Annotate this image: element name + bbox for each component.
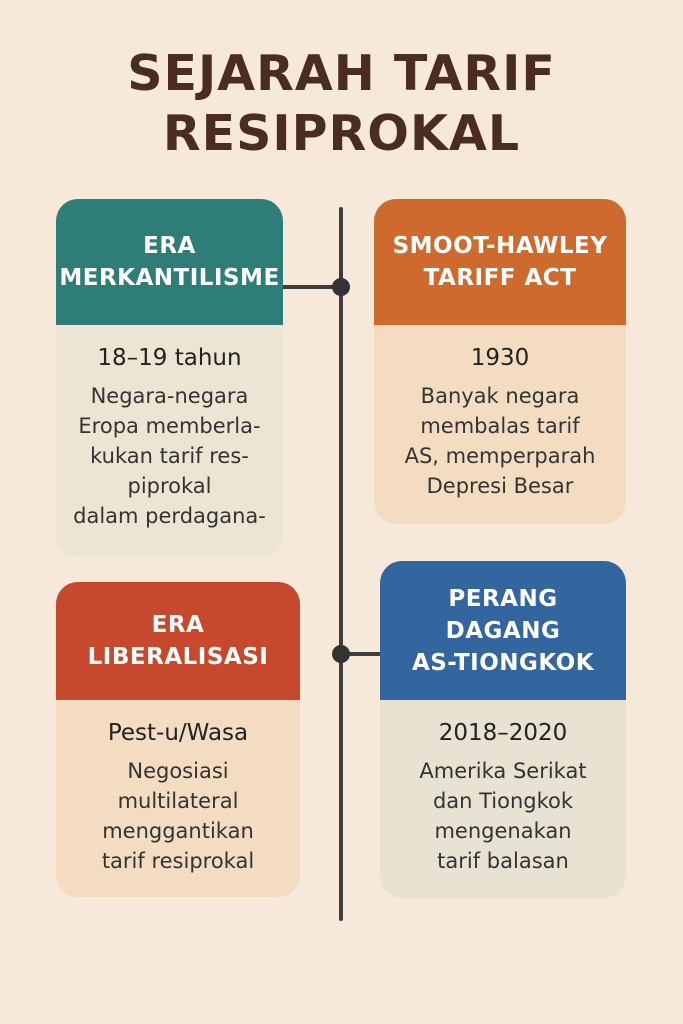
event-card-liberalisasi: [56, 582, 300, 897]
timeline-axis: [339, 207, 343, 921]
event-card-title-line: ERA: [151, 612, 205, 638]
event-description-line: Eropa memberla-: [78, 414, 261, 438]
event-description: [380, 756, 626, 876]
event-date: 2018–2020: [438, 720, 568, 746]
event-card-title-line: AS-TIONGKOK: [411, 649, 595, 676]
title-line-2: RESIPROKAL: [162, 105, 521, 162]
event-date: 18–19 tahun: [97, 345, 242, 371]
event-description-line: mengenakan: [434, 819, 572, 843]
event-description-line: tarif resiprokal: [101, 849, 255, 873]
event-description: [374, 381, 626, 501]
event-description-line: piprokal: [127, 474, 212, 498]
event-description-line: membalas tarif: [420, 414, 580, 438]
event-card-header: [56, 199, 283, 325]
event-card-smoot-hawley: [374, 199, 626, 524]
event-card-header: [56, 582, 300, 700]
event-description-line: multilateral: [117, 789, 239, 813]
event-card-title-line: DAGANG: [445, 617, 561, 644]
event-card-header: [374, 199, 626, 325]
event-description-line: Negosiasi: [127, 759, 229, 783]
event-card-title-line: PERANG: [448, 585, 558, 612]
event-description-line: Banyak negara: [420, 384, 580, 408]
event-description-line: Amerika Serikat: [419, 759, 587, 783]
page-title: [0, 44, 683, 164]
event-description-line: dalam perdagana-: [73, 504, 266, 528]
event-card-title-line: LIBERALISASI: [87, 644, 269, 670]
event-description-line: dan Tiongkok: [432, 789, 574, 813]
event-description-line: tarif balasan: [437, 849, 569, 873]
event-card-title-line: SMOOT-HAWLEY: [392, 233, 608, 259]
event-card-body: [380, 700, 626, 898]
event-description-line: menggantikan: [102, 819, 254, 843]
event-description-line: Negara-negara: [90, 384, 249, 408]
event-card-body: [374, 325, 626, 524]
timeline-dot-2: [332, 645, 350, 663]
event-description: [56, 381, 283, 531]
event-card-title-line: MERKANTILISME: [59, 265, 280, 291]
event-date: 1930: [470, 345, 530, 371]
timeline-dot-1: [332, 278, 350, 296]
event-card-merkantilisme: [56, 199, 283, 557]
event-card-perang-dagang: [380, 561, 626, 898]
event-card-body: [56, 325, 283, 557]
title-line-1: SEJARAH TARIF: [127, 45, 556, 102]
event-card-header: [380, 561, 626, 700]
event-description-line: kukan tarif res-: [90, 444, 249, 468]
event-card-title-line: TARIFF ACT: [423, 265, 577, 291]
event-description-line: AS, memperparah: [404, 444, 596, 468]
event-card-body: [56, 700, 300, 897]
event-date: Pest-u/Wasa: [107, 720, 249, 746]
event-description-line: Depresi Besar: [426, 474, 574, 498]
event-card-title-line: ERA: [143, 233, 196, 259]
event-description: [56, 756, 300, 876]
